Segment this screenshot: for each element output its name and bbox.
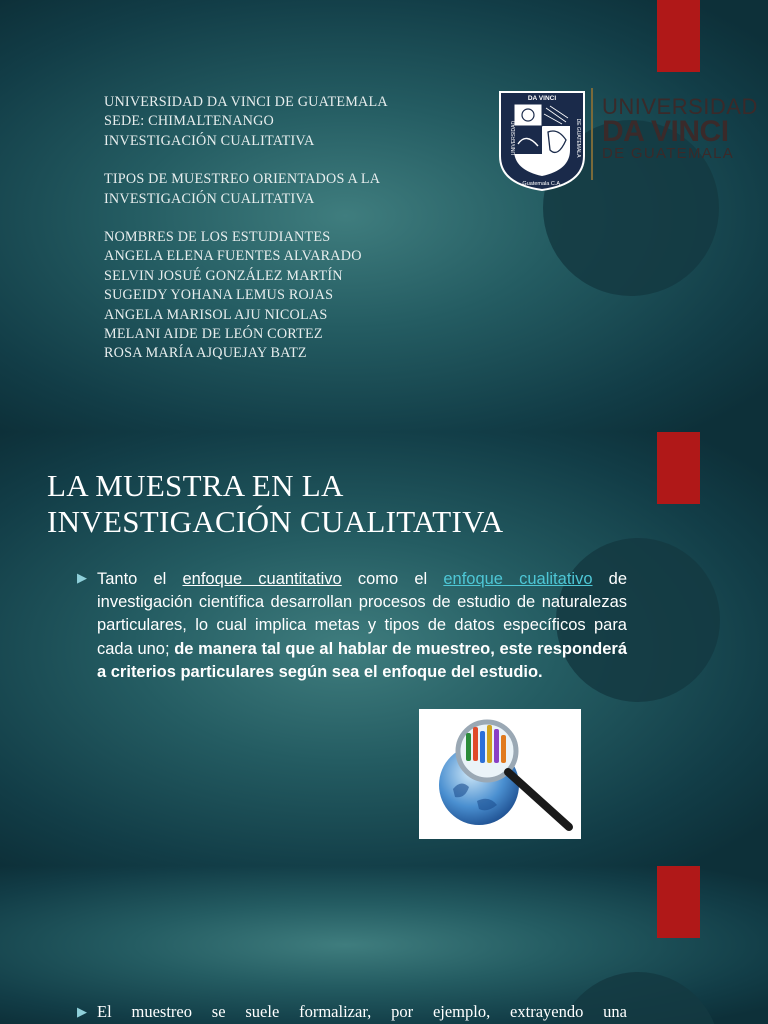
student-name: ROSA MARÍA AJQUEJAY BATZ: [104, 345, 307, 362]
svg-text:DA VINCI: DA VINCI: [527, 95, 557, 102]
logo-divider: [591, 88, 593, 180]
bullet-icon: ▶: [77, 570, 87, 585]
svg-text:DE GUATEMALA: DE GUATEMALA: [575, 118, 581, 158]
topic-line: INVESTIGACIÓN CUALITATIVA: [104, 190, 315, 207]
wordmark-line: DE GUATEMALA: [602, 145, 735, 162]
topic-line: TIPOS DE MUESTREO ORIENTADOS A LA: [104, 171, 381, 188]
student-name: ANGELA MARISOL AJU NICOLAS: [104, 306, 328, 323]
link-enfoque-cuantitativo[interactable]: enfoque cuantitativo: [182, 570, 342, 588]
wordmark-line: DA VINCI: [602, 115, 729, 148]
student-name: ANGELA ELENA FUENTES ALVARADO: [104, 248, 362, 265]
paragraph: El muestreo se suele formalizar, por ejemplo, extrayendo una: [97, 1002, 627, 1021]
svg-text:UNIVERSIDAD: UNIVERSIDAD: [511, 120, 517, 156]
student-name: MELANI AIDE DE LEÓN CORTEZ: [104, 326, 323, 343]
svg-text:Guatemala C.A.: Guatemala C.A.: [522, 181, 562, 187]
slide-muestra: [0, 432, 768, 866]
header-line: UNIVERSIDAD DA VINCI DE GUATEMALA: [104, 94, 388, 110]
accent-bar: [657, 432, 700, 504]
accent-bar: [657, 866, 700, 938]
slide-cover: [0, 0, 768, 432]
cover-text-block: [104, 93, 388, 364]
student-name: SELVIN JOSUÉ GONZÁLEZ MARTÍN: [104, 267, 343, 284]
student-name: SUGEIDY YOHANA LEMUS ROJAS: [104, 287, 334, 304]
magnifier-globe-image: [419, 709, 581, 839]
university-seal-logo: [496, 88, 588, 192]
paragraph: Tanto el enfoque cuantitativo como el enfoque cualitativo de investigación científica desarrollan procesos de estudio de naturalezas particulares, lo cual implica metas y tipos de datos específicos para cada uno; de manera tal que al hablar de muestreo, este responderá a criterios particulares según sea el enfoque del estudio.: [97, 570, 627, 681]
slide-muestreo: [0, 866, 768, 1024]
wordmark-line: UNIVERSIDAD: [602, 94, 758, 119]
link-enfoque-cualitativo[interactable]: enfoque cualitativo: [443, 570, 593, 588]
accent-bar: [657, 0, 700, 72]
header-line: SEDE: CHIMALTENANGO: [104, 113, 274, 130]
slide-title: LA MUESTRA EN LA INVESTIGACIÓN CUALITATIVA: [47, 468, 504, 539]
university-wordmark: [602, 96, 758, 161]
bullet-icon: ▶: [77, 1004, 87, 1019]
students-heading: NOMBRES DE LOS ESTUDIANTES: [104, 229, 331, 246]
header-line: INVESTIGACIÓN CUALITATIVA: [104, 132, 315, 149]
